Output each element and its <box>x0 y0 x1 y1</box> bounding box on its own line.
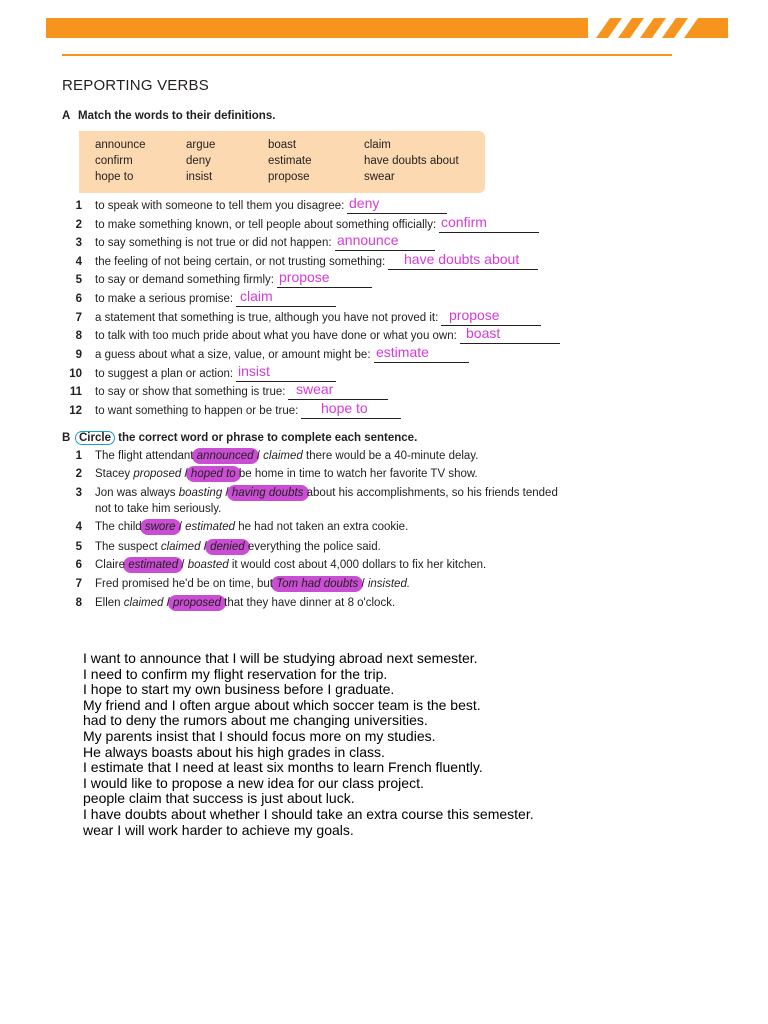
definition-text: a statement that something is true, although you have not proved it: <box>95 312 439 324</box>
item-number: 4 <box>75 521 82 533</box>
header-stripes <box>588 18 728 38</box>
item-number: 7 <box>75 578 82 590</box>
word-bank-word: argue <box>186 139 216 151</box>
definition-item <box>60 237 332 249</box>
answer-blank <box>460 343 560 344</box>
answer-text: announce <box>337 232 399 248</box>
section-a-letter: A <box>62 110 71 122</box>
word-bank-word: claim <box>364 139 391 151</box>
option-separator: / <box>200 541 211 553</box>
student-sentence: had to deny the rumors about me changing universities. <box>83 712 428 729</box>
definition-item <box>60 330 457 342</box>
student-sentence: I have doubts about whether I should take an extra course this semester. <box>83 806 534 822</box>
option-1: Tom had doubts <box>276 578 359 590</box>
student-sentence: I want to announce that I will be studying abroad next semester. <box>83 650 478 666</box>
sentence-end: be home in time to watch her favorite TV show. <box>235 468 478 480</box>
definition-item <box>60 274 274 286</box>
item-number: 1 <box>75 200 82 212</box>
item-number: 7 <box>75 312 82 324</box>
answer-text: insist <box>238 363 270 379</box>
definition-item <box>60 293 233 305</box>
sentence-start: The suspect <box>95 541 161 553</box>
word-bank-word: deny <box>186 155 211 167</box>
sentence-item <box>60 503 221 515</box>
option-1: boasting <box>178 487 223 499</box>
sentence-start: Claire <box>95 559 129 571</box>
option-2: insisted. <box>367 578 411 590</box>
answer-text: boast <box>466 325 501 341</box>
sentence-start: Jon was always <box>95 487 179 499</box>
item-number: 5 <box>75 274 82 286</box>
sentence-item <box>60 541 381 553</box>
option-2: boasted <box>187 559 229 571</box>
answer-blank <box>439 232 539 233</box>
word-bank-word: propose <box>268 171 310 183</box>
answer-blank <box>388 269 538 270</box>
sentence-end: it would cost about 4,000 dollars to fix her kitchen. <box>228 559 487 571</box>
answer-text: have doubts about <box>404 251 520 267</box>
answer-blank <box>347 213 447 214</box>
item-number: 12 <box>69 405 82 417</box>
sentence-item <box>60 521 408 533</box>
item-number: 2 <box>75 468 82 480</box>
answer-text: claim <box>240 288 273 304</box>
option-1: claimed <box>123 597 164 609</box>
item-number: 11 <box>69 386 82 398</box>
student-sentence: wear I will work harder to achieve my goals. <box>83 821 354 838</box>
sentence-start: The child <box>95 521 145 533</box>
definition-item <box>60 349 371 361</box>
item-number: 6 <box>75 559 82 571</box>
sentence-start: not to take him seriously. <box>95 503 222 515</box>
sentence-item <box>60 597 395 609</box>
option-1: proposed <box>133 468 182 480</box>
definition-item <box>60 386 285 398</box>
student-sentence: My parents insist that I should focus more on my studies. <box>83 728 436 744</box>
answer-text: swear <box>296 381 334 397</box>
definition-text: to make a serious promise: <box>95 293 234 305</box>
definition-text: to suggest a plan or action: <box>95 368 234 380</box>
definition-item <box>60 368 233 380</box>
answer-blank <box>301 418 401 419</box>
section-a-instruction: Match the words to their definitions. <box>78 110 276 122</box>
item-number: 9 <box>75 349 82 361</box>
sentence-item <box>60 559 486 571</box>
option-1: claimed <box>160 541 201 553</box>
answer-text: deny <box>349 195 380 211</box>
word-bank-word: announce <box>95 139 146 151</box>
section-b-heading <box>62 431 417 445</box>
word-bank-word: insist <box>186 171 213 183</box>
word-bank-word: swear <box>364 171 395 183</box>
answer-text: propose <box>449 307 500 323</box>
circle-word: Circle <box>75 431 115 445</box>
item-number: 4 <box>75 256 82 268</box>
definition-text: a guess about what a size, value, or amount might be: <box>95 349 371 361</box>
item-number: 3 <box>75 237 82 249</box>
item-number: 10 <box>69 368 82 380</box>
answer-text: estimate <box>376 344 429 360</box>
word-bank-word: hope to <box>95 171 134 183</box>
definition-text: to make something known, or tell people about something officially: <box>95 219 437 231</box>
definition-item <box>60 312 438 324</box>
definition-item <box>60 219 436 231</box>
sentence-end: about his accomplishments, so his friends tended <box>303 487 558 499</box>
sentence-start: Fred promised he'd be on time, but <box>95 578 277 590</box>
answer-text: confirm <box>441 214 487 230</box>
word-bank-word: confirm <box>95 155 133 167</box>
sentence-start: The flight attendant <box>95 450 197 462</box>
option-separator: / <box>358 578 368 590</box>
option-separator: / <box>178 559 188 571</box>
option-2: hoped to <box>190 468 236 480</box>
answer-blank <box>277 287 372 288</box>
option-1: estimated <box>128 559 179 571</box>
student-sentence: I estimate that I need at least six months to learn French fluently. <box>83 759 483 776</box>
item-number: 6 <box>75 293 82 305</box>
word-bank-word: have doubts about <box>364 155 459 167</box>
sentence-start: Ellen <box>95 597 124 609</box>
sentence-end: he had not taken an extra cookie. <box>235 521 409 533</box>
sentence-item <box>60 578 410 590</box>
option-2: denied <box>210 541 245 553</box>
item-number: 1 <box>75 450 82 462</box>
item-number: 8 <box>75 597 82 609</box>
item-number: 5 <box>75 541 82 553</box>
answer-text: propose <box>279 269 330 285</box>
definition-text: to say or show that something is true: <box>95 386 286 398</box>
definition-item <box>60 256 385 268</box>
definition-item <box>60 200 344 212</box>
word-bank-word: estimate <box>268 155 312 167</box>
option-2: proposed <box>173 597 221 609</box>
option-separator: / <box>253 450 264 462</box>
option-separator: / <box>175 521 186 533</box>
section-a-heading <box>62 110 275 122</box>
definition-text: to speak with someone to tell them you disagree: <box>95 200 345 212</box>
header-rule <box>62 54 672 56</box>
definition-text: to want something to happen or be true: <box>95 405 299 417</box>
sentence-item <box>60 468 478 480</box>
item-number: 3 <box>75 487 82 499</box>
sentence-end: there would be a 40-minute delay. <box>302 450 479 462</box>
sentence-start: Stacey <box>95 468 134 480</box>
option-2: estimated <box>185 521 235 533</box>
answer-blank <box>374 362 469 363</box>
definition-text: to talk with too much pride about what you have done or what you own: <box>95 330 457 342</box>
item-number: 2 <box>75 219 82 231</box>
section-b-instruction: the correct word or phrase to complete each sentence. <box>118 432 418 444</box>
student-sentence: people claim that success is just about luck. <box>83 790 355 807</box>
option-2: claimed <box>263 450 303 462</box>
header-bar <box>46 18 596 38</box>
definition-text: the feeling of not being certain, or not trusting something: <box>95 256 386 268</box>
section-b-letter: B <box>62 432 71 444</box>
definition-text: to say something is not true or did not happen: <box>95 237 332 249</box>
option-separator: / <box>181 468 191 480</box>
student-sentence: My friend and I often argue about which soccer team is the best. <box>83 696 481 713</box>
option-1: announced <box>196 450 254 462</box>
option-separator: / <box>222 487 232 499</box>
option-2: having doubts <box>231 487 304 499</box>
student-sentence: I hope to start my own business before I graduate. <box>83 681 395 698</box>
option-1: swore <box>144 521 176 533</box>
page-title: REPORTING VERBS <box>62 77 209 94</box>
option-separator: / <box>163 597 174 609</box>
sentence-end: that they have dinner at 8 o'clock. <box>220 597 396 609</box>
answer-blank <box>236 306 336 307</box>
student-sentence: I need to confirm my flight reservation for the trip. <box>83 665 388 682</box>
item-number: 8 <box>75 330 82 342</box>
student-sentence: I would like to propose a new idea for our class project. <box>83 774 424 791</box>
word-bank-word: boast <box>268 139 297 151</box>
answer-text: hope to <box>321 400 368 416</box>
student-sentence: He always boasts about his high grades in class. <box>83 743 385 760</box>
sentence-end: everything the police said. <box>244 541 381 553</box>
definition-text: to say or demand something firmly: <box>95 274 274 286</box>
definition-item <box>60 405 298 417</box>
sentence-item <box>60 450 478 462</box>
sentence-item <box>60 487 558 499</box>
